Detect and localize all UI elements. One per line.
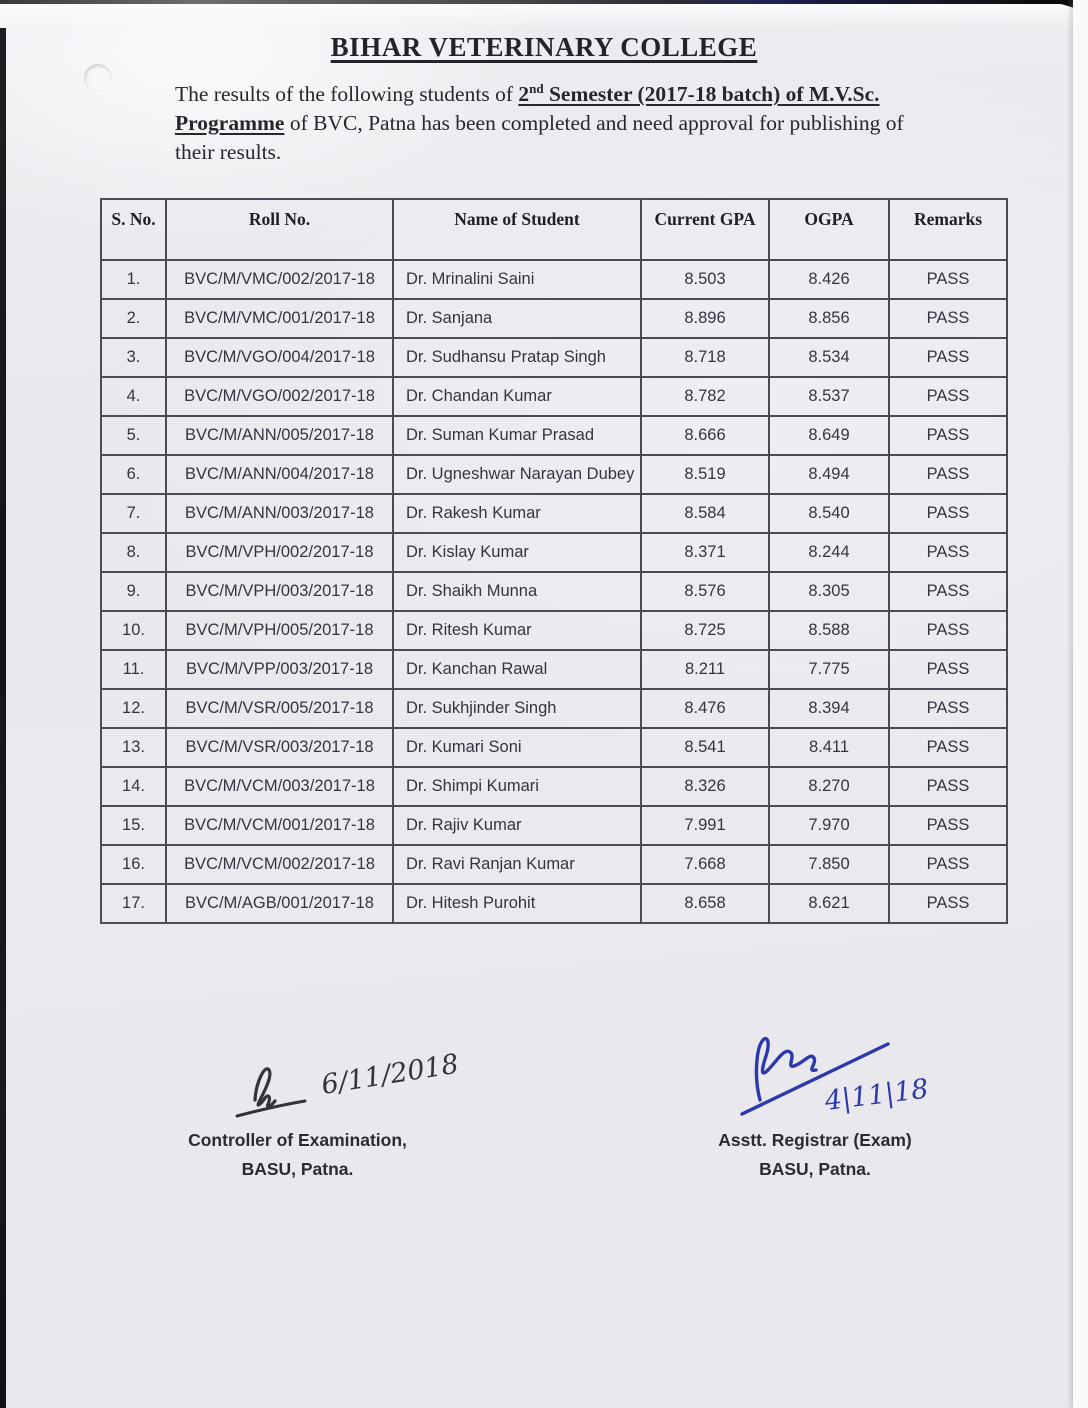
cell-remarks: PASS <box>889 533 1007 572</box>
cell-ogpa: 8.621 <box>769 884 889 923</box>
cell-remarks: PASS <box>889 572 1007 611</box>
table-row <box>101 494 1007 533</box>
table-row <box>101 416 1007 455</box>
header-ogpa: OGPA <box>769 199 889 260</box>
controller-organization: BASU, Patna. <box>241 1159 354 1179</box>
registrar-designation: Asstt. Registrar (Exam) <box>718 1130 912 1150</box>
cell-student-name: Dr. Chandan Kumar <box>393 377 641 416</box>
cell-remarks: PASS <box>889 494 1007 533</box>
cell-ogpa: 7.970 <box>769 806 889 845</box>
cell-roll-no: BVC/M/VSR/005/2017-18 <box>166 689 393 728</box>
controller-designation: Controller of Examination, <box>188 1130 407 1150</box>
table-row <box>101 689 1007 728</box>
cell-roll-no: BVC/M/VPP/003/2017-18 <box>166 650 393 689</box>
cell-roll-no: BVC/M/VPH/003/2017-18 <box>166 572 393 611</box>
cell-roll-no: BVC/M/VCM/002/2017-18 <box>166 845 393 884</box>
cell-sno: 9. <box>101 572 166 611</box>
cell-current-gpa: 8.326 <box>641 767 769 806</box>
cell-current-gpa: 8.782 <box>641 377 769 416</box>
cell-student-name: Dr. Sudhansu Pratap Singh <box>393 338 641 377</box>
cell-ogpa: 7.850 <box>769 845 889 884</box>
header-remarks: Remarks <box>889 199 1007 260</box>
cell-roll-no: BVC/M/VGO/002/2017-18 <box>166 377 393 416</box>
table-row <box>101 455 1007 494</box>
signature-registrar-loops <box>756 1039 816 1100</box>
cell-ogpa: 8.588 <box>769 611 889 650</box>
cell-roll-no: BVC/M/AGB/001/2017-18 <box>166 884 393 923</box>
cell-student-name: Dr. Kanchan Rawal <box>393 650 641 689</box>
results-table-body <box>101 260 1007 923</box>
cell-sno: 13. <box>101 728 166 767</box>
cell-roll-no: BVC/M/VCM/001/2017-18 <box>166 806 393 845</box>
cell-roll-no: BVC/M/VCM/003/2017-18 <box>166 767 393 806</box>
cell-student-name: Dr. Kumari Soni <box>393 728 641 767</box>
cell-ogpa: 8.540 <box>769 494 889 533</box>
cell-ogpa: 8.856 <box>769 299 889 338</box>
cell-ogpa: 8.411 <box>769 728 889 767</box>
cell-ogpa: 8.270 <box>769 767 889 806</box>
cell-current-gpa: 8.725 <box>641 611 769 650</box>
cell-sno: 4. <box>101 377 166 416</box>
cell-roll-no: BVC/M/VGO/004/2017-18 <box>166 338 393 377</box>
cell-roll-no: BVC/M/ANN/004/2017-18 <box>166 455 393 494</box>
table-row <box>101 728 1007 767</box>
cell-remarks: PASS <box>889 884 1007 923</box>
cell-ogpa: 8.244 <box>769 533 889 572</box>
signature-block-registrar <box>700 1126 930 1184</box>
cell-remarks: PASS <box>889 377 1007 416</box>
signature-controller-ink <box>225 1048 505 1138</box>
cell-ogpa: 8.394 <box>769 689 889 728</box>
scan-edge-top-highlight <box>0 4 1088 30</box>
cell-student-name: Dr. Ritesh Kumar <box>393 611 641 650</box>
cell-sno: 7. <box>101 494 166 533</box>
cell-student-name: Dr. Sukhjinder Singh <box>393 689 641 728</box>
cell-student-name: Dr. Rakesh Kumar <box>393 494 641 533</box>
intro-prefix: The results of the following students of <box>175 82 519 106</box>
table-row <box>101 650 1007 689</box>
header-row <box>101 199 1007 260</box>
cell-current-gpa: 8.371 <box>641 533 769 572</box>
cell-current-gpa: 8.658 <box>641 884 769 923</box>
signature-registrar-date: 4|11|18 <box>823 1073 931 1117</box>
table-row <box>101 845 1007 884</box>
table-row <box>101 338 1007 377</box>
intro-paragraph <box>175 80 937 167</box>
cell-current-gpa: 8.666 <box>641 416 769 455</box>
cell-remarks: PASS <box>889 728 1007 767</box>
cell-ogpa: 8.494 <box>769 455 889 494</box>
cell-sno: 5. <box>101 416 166 455</box>
results-table-head <box>101 199 1007 260</box>
cell-roll-no: BVC/M/VMC/002/2017-18 <box>166 260 393 299</box>
cell-roll-no: BVC/M/VSR/003/2017-18 <box>166 728 393 767</box>
punch-hole <box>84 64 112 92</box>
cell-student-name: Dr. Rajiv Kumar <box>393 806 641 845</box>
cell-ogpa: 7.775 <box>769 650 889 689</box>
cell-sno: 12. <box>101 689 166 728</box>
cell-student-name: Dr. Suman Kumar Prasad <box>393 416 641 455</box>
cell-ogpa: 8.426 <box>769 260 889 299</box>
table-row <box>101 884 1007 923</box>
cell-current-gpa: 8.519 <box>641 455 769 494</box>
cell-remarks: PASS <box>889 689 1007 728</box>
header-sno: S. No. <box>101 199 166 260</box>
cell-remarks: PASS <box>889 611 1007 650</box>
table-row <box>101 299 1007 338</box>
cell-sno: 1. <box>101 260 166 299</box>
cell-current-gpa: 8.503 <box>641 260 769 299</box>
header-name: Name of Student <box>393 199 641 260</box>
cell-sno: 14. <box>101 767 166 806</box>
cell-sno: 11. <box>101 650 166 689</box>
cell-remarks: PASS <box>889 299 1007 338</box>
cell-remarks: PASS <box>889 767 1007 806</box>
cell-student-name: Dr. Ugneshwar Narayan Dubey <box>393 455 641 494</box>
signature-block-controller <box>150 1126 445 1184</box>
cell-roll-no: BVC/M/ANN/005/2017-18 <box>166 416 393 455</box>
cell-sno: 17. <box>101 884 166 923</box>
table-row <box>101 767 1007 806</box>
signature-registrar-ink <box>730 1022 970 1132</box>
cell-remarks: PASS <box>889 455 1007 494</box>
cell-student-name: Dr. Shaikh Munna <box>393 572 641 611</box>
cell-ogpa: 8.537 <box>769 377 889 416</box>
cell-remarks: PASS <box>889 338 1007 377</box>
cell-current-gpa: 8.576 <box>641 572 769 611</box>
semester-ordinal: nd <box>529 80 544 96</box>
cell-sno: 3. <box>101 338 166 377</box>
cell-current-gpa: 7.991 <box>641 806 769 845</box>
cell-roll-no: BVC/M/VPH/005/2017-18 <box>166 611 393 650</box>
cell-remarks: PASS <box>889 845 1007 884</box>
cell-student-name: Dr. Mrinalini Saini <box>393 260 641 299</box>
signature-controller-stroke <box>255 1069 275 1107</box>
cell-student-name: Dr. Kislay Kumar <box>393 533 641 572</box>
table-row <box>101 806 1007 845</box>
table-row <box>101 260 1007 299</box>
cell-roll-no: BVC/M/ANN/003/2017-18 <box>166 494 393 533</box>
cell-sno: 6. <box>101 455 166 494</box>
registrar-organization: BASU, Patna. <box>759 1159 871 1179</box>
semester-rest: Semester (2017-18 batch) of M.V.Sc. Programme <box>175 82 880 135</box>
scan-edge-right <box>1073 0 1088 1408</box>
cell-current-gpa: 8.718 <box>641 338 769 377</box>
cell-roll-no: BVC/M/VMC/001/2017-18 <box>166 299 393 338</box>
cell-remarks: PASS <box>889 416 1007 455</box>
cell-sno: 16. <box>101 845 166 884</box>
cell-sno: 15. <box>101 806 166 845</box>
cell-student-name: Dr. Ravi Ranjan Kumar <box>393 845 641 884</box>
semester-number: 2 <box>518 82 530 106</box>
cell-remarks: PASS <box>889 650 1007 689</box>
table-row <box>101 533 1007 572</box>
table-row <box>101 572 1007 611</box>
cell-current-gpa: 8.584 <box>641 494 769 533</box>
cell-student-name: Dr. Shimpi Kumari <box>393 767 641 806</box>
cell-remarks: PASS <box>889 260 1007 299</box>
cell-sno: 10. <box>101 611 166 650</box>
cell-sno: 8. <box>101 533 166 572</box>
cell-ogpa: 8.649 <box>769 416 889 455</box>
cell-remarks: PASS <box>889 806 1007 845</box>
cell-current-gpa: 8.541 <box>641 728 769 767</box>
cell-student-name: Dr. Sanjana <box>393 299 641 338</box>
cell-roll-no: BVC/M/VPH/002/2017-18 <box>166 533 393 572</box>
header-gpa: Current GPA <box>641 199 769 260</box>
cell-ogpa: 8.534 <box>769 338 889 377</box>
page-title: BIHAR VETERINARY COLLEGE <box>330 32 758 62</box>
cell-ogpa: 8.305 <box>769 572 889 611</box>
cell-student-name: Dr. Hitesh Purohit <box>393 884 641 923</box>
cell-current-gpa: 8.896 <box>641 299 769 338</box>
header-roll: Roll No. <box>166 199 393 260</box>
intro-suffix: of BVC, Patna has been completed and need approval for publishing of their results. <box>175 111 904 164</box>
signature-controller-date: 6/11/2018 <box>319 1048 461 1101</box>
table-row <box>101 611 1007 650</box>
results-table <box>100 198 1008 924</box>
cell-current-gpa: 8.476 <box>641 689 769 728</box>
scan-edge-left <box>0 28 6 1408</box>
cell-current-gpa: 8.211 <box>641 650 769 689</box>
cell-sno: 2. <box>101 299 166 338</box>
cell-current-gpa: 7.668 <box>641 845 769 884</box>
table-row <box>101 377 1007 416</box>
